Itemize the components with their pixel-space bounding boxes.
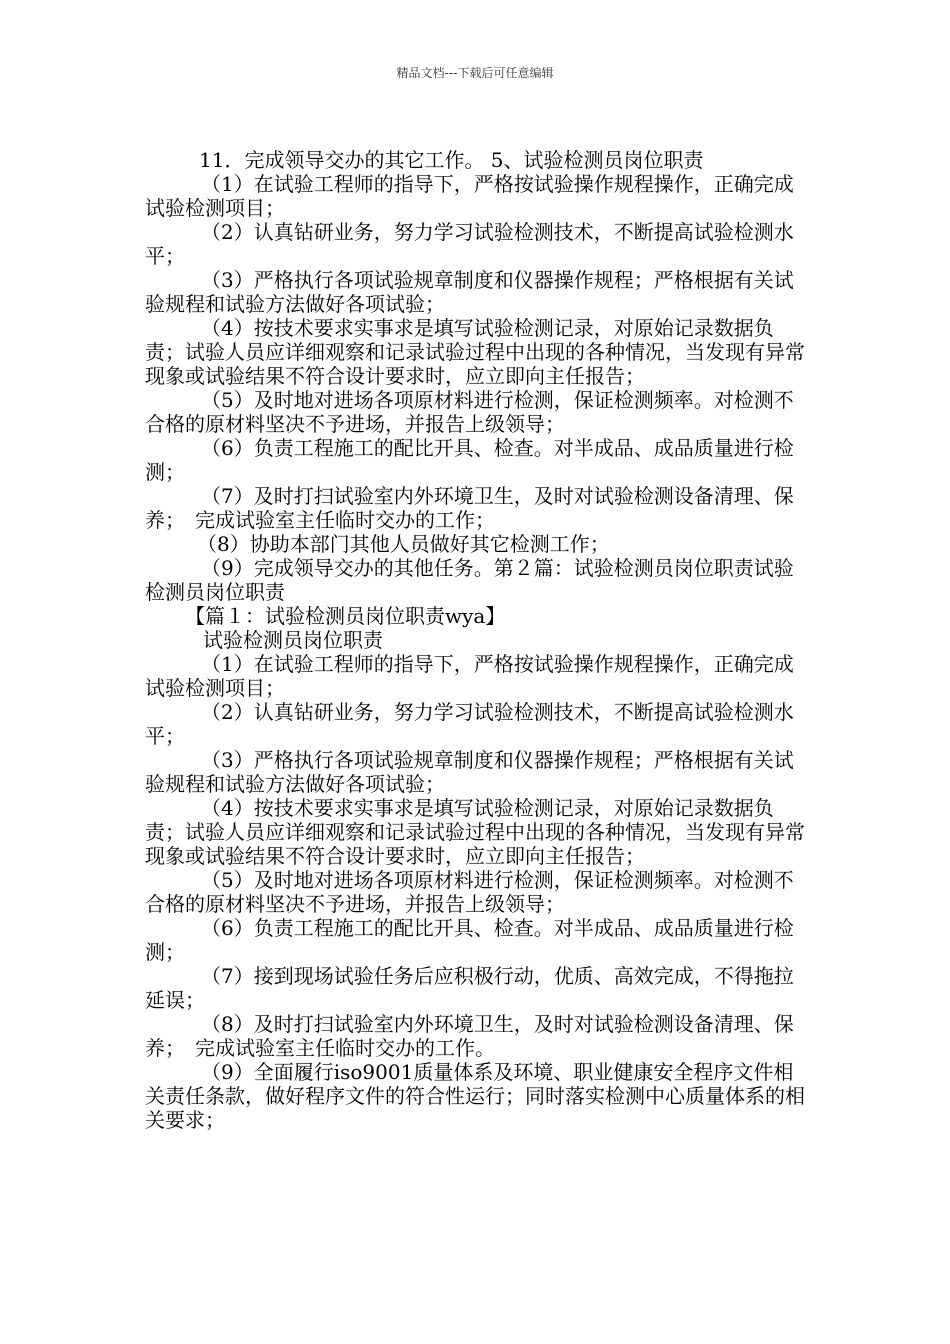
section-heading: 【篇１：试验检测员岗位职责wya】 [185,604,506,628]
paragraph-duty-8: （8）协助本部门其他人员做好其它检测工作； [197,532,610,556]
paragraph-duty-6b: （6）负责工程施工的配比开具、检查。对半成品、成品质量进行检测； [145,916,794,964]
paragraph-duty-4b: （4）按技术要求实事求是填写试验检测记录，对原始记录数据负责；试验人员应详细观察和记录试验过程中出现的各种情况，当发现有异常现象或试验结果不符合设计要求时，应立即向主任报告； [145,796,805,868]
paragraph-duty-4: （4）按技术要求实事求是填写试验检测记录，对原始记录数据负责；试验人员应详细观察和记录试验过程中出现的各种情况，当发现有异常现象或试验结果不符合设计要求时，应立即向主任报告； [145,316,805,388]
paragraph-duty-5b: （5）及时地对进场各项原材料进行检测，保证检测频率。对检测不合格的原材料坚决不予进场，并报告上级领导； [145,868,794,916]
paragraph-duty-5: （5）及时地对进场各项原材料进行检测，保证检测频率。对检测不合格的原材料坚决不予进场，并报告上级领导； [145,388,794,436]
paragraph-duty-1b: （1）在试验工程师的指导下，严格按试验操作规程操作，正确完成试验检测项目； [145,652,794,700]
document-body [145,148,809,1132]
paragraph-duty-8b: （8）及时打扫试验室内外环境卫生，及时对试验检测设备清理、保养； 完成试验室主任临时交办的工作。 [145,1012,794,1060]
paragraph-duty-3b: （3）严格执行各项试验规章制度和仪器操作规程；严格根据有关试验规程和试验方法做好各项试验； [145,748,794,796]
paragraph-duty-6: （6）负责工程施工的配比开具、检查。对半成品、成品质量进行检测； [145,436,794,484]
page-header: 精品文档---下载后可任意编辑 [396,66,554,80]
paragraph-duty-2: （2）认真钻研业务，努力学习试验检测技术，不断提高试验检测水平； [145,220,794,268]
paragraph-item-end: 11．完成领导交办的其它工作。 5、试验检测员岗位职责 [199,148,704,172]
paragraph-duty-9: （9）完成领导交办的其他任务。第２篇：试验检测员岗位职责试验检测员岗位职责 [145,556,794,604]
paragraph-duty-9b: （9）全面履行iso9001质量体系及环境、职业健康安全程序文件相关责任条款，做好程序文件的符合性运行；同时落实检测中心质量体系的相关要求； [145,1060,805,1132]
paragraph-duty-3: （3）严格执行各项试验规章制度和仪器操作规程；严格根据有关试验规程和试验方法做好各项试验； [145,268,794,316]
paragraph-duty-7b: （7）接到现场试验任务后应积极行动，优质、高效完成，不得拖拉延误； [145,964,794,1012]
paragraph-duty-2b: （2）认真钻研业务，努力学习试验检测技术，不断提高试验检测水平； [145,700,794,748]
paragraph-duty-1: （1）在试验工程师的指导下，严格按试验操作规程操作，正确完成试验检测项目； [145,172,794,220]
section-title: 试验检测员岗位职责 [203,628,383,652]
paragraph-duty-7: （7）及时打扫试验室内外环境卫生，及时对试验检测设备清理、保养； 完成试验室主任临时交办的工作； [145,484,794,532]
